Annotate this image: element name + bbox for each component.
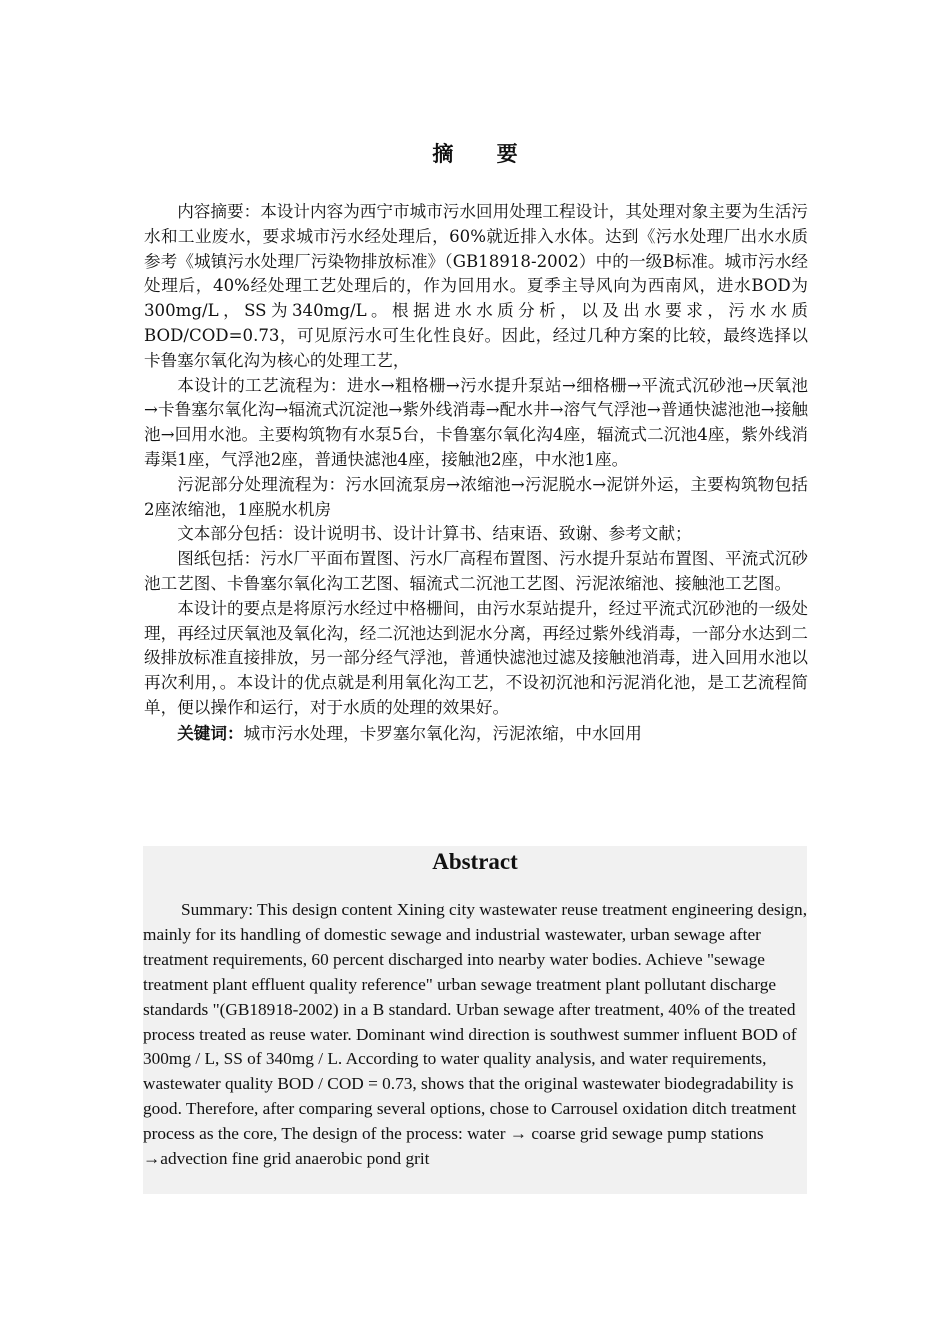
chinese-abstract-title: 摘 要 (432, 141, 536, 166)
sludge-process-paragraph: 污泥部分处理流程为：污水回流泵房→浓缩池→污泥脱水→泥饼外运，主要构筑物包括2座浓缩池，1座脱水机房 (144, 474, 808, 519)
keywords-paragraph (144, 721, 808, 747)
chinese-abstract-body (144, 200, 808, 747)
design-points-paragraph: 本设计的要点是将原污水经过中格栅间，由污水泵站提升，经过平流式沉砂池的一级处理，再经过厌氧池及氧化沟，经二沉池达到泥水分离，再经过紫外线消毒，一部分水达到二级排放标准直接排放，另一部分经气浮池，普通快滤池过滤及接触池消毒，进入回用水池以再次利用，。本设计的优点就是利用氧化沟工艺，不设初沉池和污泥消化池，是工艺流程简单，便以操作和运行，对于水质的处理的效果好。 (144, 598, 808, 717)
text-contents-paragraph: 文本部分包括：设计说明书、设计计算书、结束语、致谢、参考文献； (177, 524, 692, 544)
keywords-label: 关键词： (177, 722, 244, 743)
process-flow-paragraph: 本设计的工艺流程为：进水→粗格栅→污水提升泵站→细格栅→平流式沉砂池→厌氧池→卡鲁塞尔氧化沟→辐流式沉淀池→紫外线消毒→配水井→溶气气浮池→普通快滤池池→接触池→回用水池。主要构筑物有水泵5台，卡鲁塞尔氧化沟4座，辐流式二沉池4座，紫外线消毒渠1座，气浮池2座，普通快滤池4座，接触池2座，中水池1座。 (144, 375, 808, 469)
english-abstract-section (143, 846, 807, 1194)
english-abstract-body (143, 898, 807, 1172)
keywords-text: 城市污水处理，卡罗塞尔氧化沟，污泥浓缩，中水回用 (243, 723, 642, 743)
english-summary-paragraph: Summary: This design content Xining city wastewater reuse treatment engineering design, mainly for its handling of domestic sewage and industrial wastewater, urban sewage after treatment requirements, 60 percent discharged into nearby water bodies. Achieve "sewage treatment plant effluent quality reference" urban sewage treatment plant pollutant discharge standards "(GB18918-2002) in a B standard. Urban sewage after treatment, 40% of the treated process treated as reuse water. Dominant wind direction is southwest summer influent BOD of 300mg / L, SS of 340mg / L. According to water quality analysis, and water requirements, wastewater quality BOD / COD = 0.73, shows that the original wastewater biodegradability is good. Therefore, after comparing several options, chose to Carrousel oxidation ditch treatment process as the core, The design of the process: water → coarse grid sewage pump stations →advection fine grid anaerobic pond grit (143, 900, 808, 1169)
english-abstract-title: Abstract (432, 849, 518, 874)
drawings-paragraph: 图纸包括：污水厂平面布置图、污水厂高程布置图、污水提升泵站布置图、平流式沉砂池工艺图、卡鲁塞尔氧化沟工艺图、辐流式二沉池工艺图、污泥浓缩池、接触池工艺图。 (144, 549, 808, 593)
summary-paragraph: 内容摘要：本设计内容为西宁市城市污水回用处理工程设计，其处理对象主要为生活污水和工业废水，要求城市污水经处理后，60%就近排入水体。达到《污水处理厂出水水质参考《城镇污水处理厂污染物排放标准》（GB18918-2002）中的一级B标准。城市污水经处理后，40%经处理工艺处理后的，作为回用水。夏季主导风向为西南风，进水BOD为300mg/L，SS为340mg/L。根据进水水质分析，以及出水要求，污水水质BOD/COD=0.73，可见原污水可生化性良好。因此，经过几种方案的比较，最终选择以卡鲁塞尔氧化沟为核心的处理工艺， (144, 202, 808, 370)
